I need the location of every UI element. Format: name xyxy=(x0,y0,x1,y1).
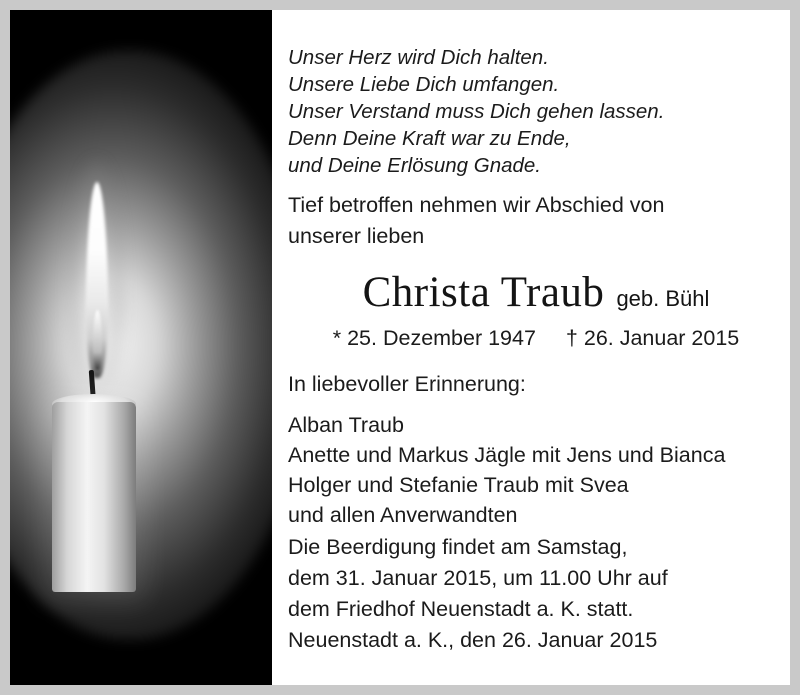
candle-glow xyxy=(10,50,272,640)
family-block xyxy=(288,410,725,530)
life-dates xyxy=(288,326,784,351)
family-line-3: Holger und Stefanie Traub mit Svea xyxy=(288,473,629,497)
funeral-line-2: dem 31. Januar 2015, um 11.00 Uhr auf xyxy=(288,566,668,590)
candle-body xyxy=(52,402,136,592)
family-line-4: und allen Anverwandten xyxy=(288,503,518,527)
verse-line-1: Unser Herz wird Dich halten. xyxy=(288,46,549,69)
family-line-2: Anette und Markus Jägle mit Jens und Bianca xyxy=(288,443,726,467)
deceased-name-line xyxy=(288,268,784,317)
verse-line-4: Denn Deine Kraft war zu Ende, xyxy=(288,127,571,150)
birth-date: 25. Dezember 1947 xyxy=(347,326,536,350)
maiden-name: geb. Bühl xyxy=(616,286,710,311)
verse-line-3: Unser Verstand muss Dich gehen lassen. xyxy=(288,100,665,123)
verse-line-5: und Deine Erlösung Gnade. xyxy=(288,154,542,177)
place-and-date: Neuenstadt a. K., den 26. Januar 2015 xyxy=(288,628,658,652)
obituary-text-column xyxy=(272,10,790,685)
memory-title: In liebevoller Erinnerung: xyxy=(288,372,526,396)
intro-line-1: Tief betroffen nehmen wir Abschied von xyxy=(288,193,665,217)
cross-icon: † xyxy=(565,326,578,350)
family-line-1: Alban Traub xyxy=(288,413,404,437)
candle-photo xyxy=(10,10,272,685)
obituary-notice xyxy=(10,10,790,685)
death-date: 26. Januar 2015 xyxy=(583,326,740,350)
deceased-name: Christa Traub xyxy=(362,269,605,316)
funeral-line-3: dem Friedhof Neuenstadt a. K. statt. xyxy=(288,597,634,621)
funeral-line-1: Die Beerdigung findet am Samstag, xyxy=(288,535,628,559)
funeral-block xyxy=(288,532,668,625)
intro-line-2: unserer lieben xyxy=(288,224,425,248)
birth-symbol: * xyxy=(332,326,342,350)
verse-block xyxy=(288,44,664,179)
verse-line-2: Unsere Liebe Dich umfangen. xyxy=(288,73,560,96)
intro-block xyxy=(288,190,664,252)
